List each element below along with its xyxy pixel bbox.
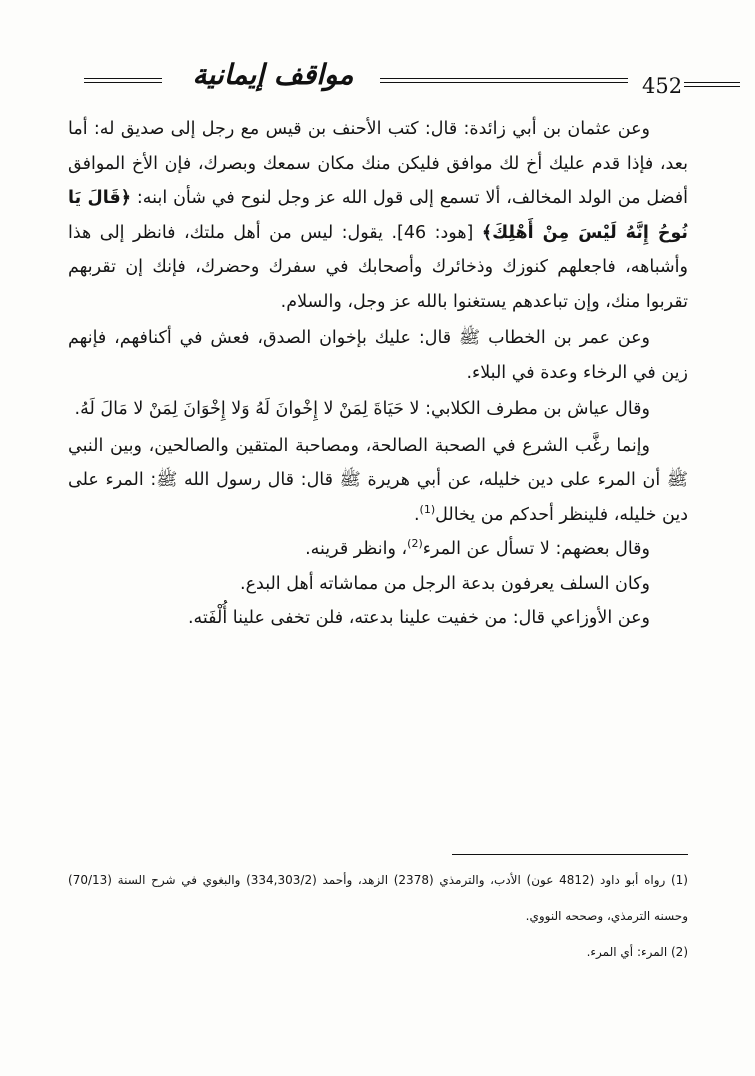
main-text [68, 112, 688, 636]
footnote-2: (2) المرء: أي المرء. [586, 945, 688, 959]
paragraph-text: ، وانظر قرينه. [305, 539, 408, 559]
paragraph-ayyash: وقال عياش بن مطرف الكلابي: لا حَيَاةَ لِمَنْ لا إِخْوانَ لَهُ وَلا إِخْوَانَ لِمَنْ لا مَالَ لَهُ. [74, 399, 650, 419]
footnotes [68, 862, 688, 970]
verse-reference: [هود: 46] [397, 222, 474, 243]
paragraph-text: وإنما رغَّب الشرع في الصحبة الصالحة، ومصاحبة المتقين والصالحين، وبين النبي ﷺ أن المرء على دين خليله، عن أبي هريرة ﷺ قال: قال رسول الله ﷺ: المرء على دين خليله، فلينظر أحدكم من يخالل [68, 435, 688, 525]
header-rule-left [84, 78, 162, 83]
paragraph-ahnaf [68, 112, 688, 319]
paragraph-companionship: وإنما رغَّب الشرع في الصحبة الصالحة، ومصاحبة المتقين والصالحين، وبين النبي ﷺ أن المرء على دين خليله، عن أبي هريرة ﷺ قال: قال رسول الله ﷺ: المرء على دين خليله، فلينظر أحدكم من يخالل$^{(1)}$. [68, 435, 688, 525]
footnote-1: (1) رواه أبو داود (4812 عون) الأدب، والترمذي (2378) الزهد، وأحمد (334,303/2) والبغوي في شرح السنة (70/13) وحسنه الترمذي، وصححه النووي. [68, 873, 688, 923]
header-rule-right [684, 82, 740, 87]
running-title: مواقف إيمانية [192, 58, 354, 91]
paragraph-text: وقال بعضهم: لا تسأل عن المرء [422, 539, 650, 559]
footnote-divider [452, 854, 688, 855]
page-header [70, 58, 683, 102]
paragraph-umar: وعن عمر بن الخطاب ﷺ قال: عليك بإخوان الصدق، فعش في أكنافهم، فإنهم زين في الرخاء وعدة في البلاء. [68, 328, 688, 383]
page-number: 452 [642, 74, 683, 98]
footnote-reference-1[interactable]: (1) [419, 502, 436, 516]
quran-verse: ﴿قَالَ يَا نُوحُ إِنَّهُ لَيْسَ مِنْ أَهْلِكَ﴾ [68, 188, 688, 243]
paragraph-salaf: وكان السلف يعرفون بدعة الرجل من مماشاته أهل البدع. [240, 573, 650, 594]
footnote-reference-2[interactable]: (2) [407, 537, 423, 551]
paragraph-text: . يقول: ليس من أهل ملتك، فانظر إلى هذا وأشباهه، فاجعلهم كنوزك وذخائرك وأصحابك في سفرك وحضرك، فإنك إن تقربهم تقربوا منك، وإن تباعدهم يستغنوا بالله عز وجل، والسلام. [68, 222, 688, 312]
header-rule-middle [380, 78, 628, 83]
paragraph-some-said [68, 532, 688, 567]
paragraph-text: وعن عثمان بن أبي زائدة: قال: كتب الأحنف بن قيس مع رجل إلى صديق له: أما بعد، فإذا قدم عليك أخ لك موافق فليكن منك مكان سمعك وبصرك، فإن الأخ الموافق أفضل من الولد المخالف، ألا تسمع إلى قول الله عز وجل لنوح في شأن ابنه: [68, 119, 688, 208]
paragraph-awzai: وعن الأوزاعي قال: من خفيت علينا بدعته، فلن تخفى علينا أُلْفَته. [187, 608, 650, 628]
